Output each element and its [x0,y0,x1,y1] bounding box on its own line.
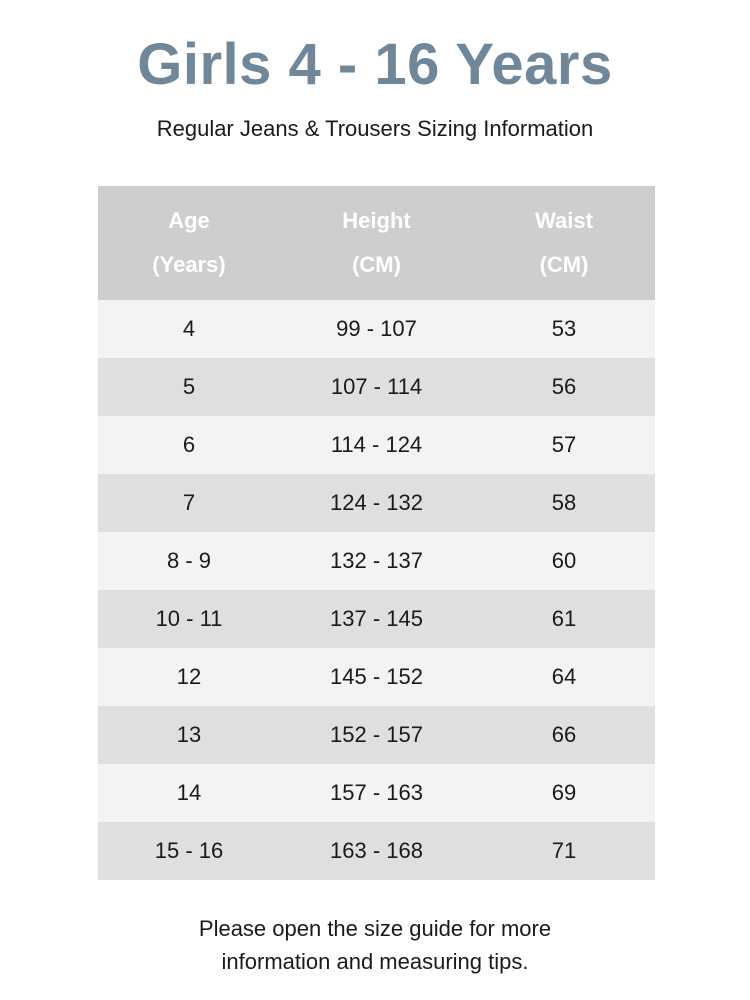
height-cell: 157 - 163 [330,780,423,805]
age-cell: 6 [182,432,196,457]
age-cell: 15 - 16 [154,838,224,863]
table-row [98,358,655,416]
height-cell: 124 - 132 [330,490,423,515]
height-cell: 132 - 137 [330,548,423,573]
table-row [98,300,655,358]
age-cell: 5 [182,374,196,399]
page-title: Girls 4 - 16 Years [137,32,613,97]
table-row [98,822,655,880]
size-table [98,186,655,880]
height-cell: 114 - 124 [330,432,423,457]
table-header [98,186,655,300]
waist-cell: 57 [551,432,577,457]
waist-cell: 66 [551,722,577,747]
waist-cell: 61 [551,606,577,631]
table-row [98,532,655,590]
table-row [98,648,655,706]
table-row [98,764,655,822]
waist-cell: 53 [551,316,577,341]
column-header-age-label: Age [168,208,210,233]
waist-cell: 58 [551,490,577,515]
waist-cell: 60 [551,548,577,573]
footer-line-2: information and measuring tips. [221,949,529,974]
column-header-height-unit: (CM) [352,252,401,277]
age-cell: 14 [176,780,202,805]
age-cell: 7 [182,490,196,515]
age-cell: 8 - 9 [166,548,212,573]
height-cell: 99 - 107 [336,316,417,341]
column-header-waist-unit: (CM) [539,252,589,277]
column-header-waist [473,186,655,300]
table-row [98,474,655,532]
table-body [98,300,655,880]
height-cell: 137 - 145 [330,606,423,631]
table-header-row [98,186,655,300]
column-header-age-unit: (Years) [152,252,226,277]
table-row [98,706,655,764]
age-cell: 10 - 11 [155,606,223,631]
height-cell: 107 - 114 [330,374,423,399]
waist-cell: 64 [551,664,577,689]
height-cell: 152 - 157 [330,722,423,747]
column-header-waist-label: Waist [535,208,593,233]
waist-cell: 71 [551,838,577,863]
age-cell: 4 [182,316,196,341]
footer-line-1: Please open the size guide for more [198,916,552,941]
column-header-age [98,186,280,300]
column-header-height [280,186,473,300]
page-subtitle: Regular Jeans & Trousers Sizing Information [156,116,594,141]
footer-note [0,912,750,978]
age-cell: 12 [176,664,202,689]
height-cell: 145 - 152 [330,664,423,689]
age-cell: 13 [176,722,202,747]
height-cell: 163 - 168 [330,838,423,863]
waist-cell: 56 [551,374,577,399]
table-row [98,416,655,474]
waist-cell: 69 [551,780,577,805]
table-row [98,590,655,648]
column-header-height-label: Height [342,208,411,233]
